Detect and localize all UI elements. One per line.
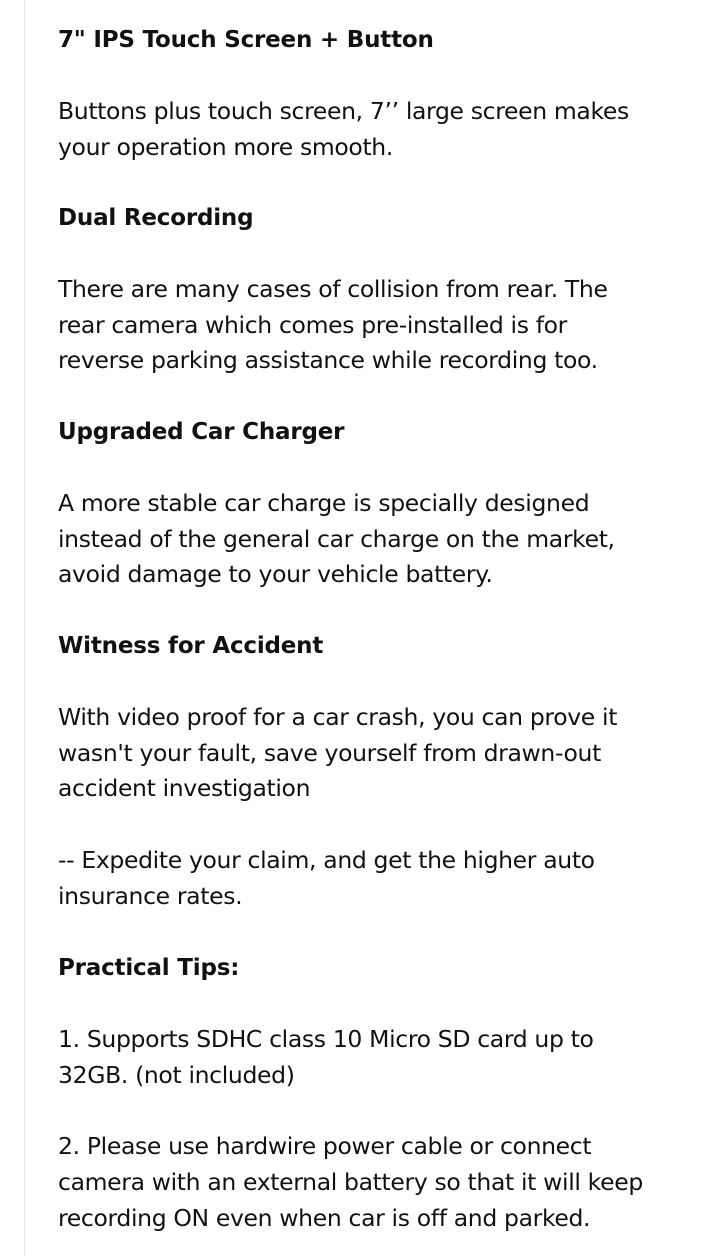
section-practical-tips bbox=[58, 950, 688, 1237]
section-heading: 7" IPS Touch Screen + Button bbox=[58, 27, 434, 53]
section-paragraph: With video proof for a car crash, you can prove it wasn't your fault, save yourself from drawn-out accident investigation bbox=[58, 703, 618, 803]
tip-item: 1. Supports SDHC class 10 Micro SD card up to 32GB. (not included) bbox=[58, 1025, 594, 1089]
section-touch-screen bbox=[58, 22, 688, 165]
section-heading: Witness for Accident bbox=[58, 633, 324, 659]
section-dual-recording bbox=[58, 200, 688, 379]
section-heading: Practical Tips: bbox=[58, 955, 240, 981]
section-car-charger bbox=[58, 414, 688, 593]
section-witness-accident bbox=[58, 628, 688, 915]
left-border-rule bbox=[24, 0, 25, 1256]
section-heading: Dual Recording bbox=[58, 205, 254, 231]
section-heading: Upgraded Car Charger bbox=[58, 419, 345, 445]
section-paragraph: Buttons plus touch screen, 7’’ large screen makes your operation more smooth. bbox=[58, 97, 629, 161]
section-paragraph: -- Expedite your claim, and get the higher auto insurance rates. bbox=[58, 846, 595, 910]
tip-item: 2. Please use hardwire power cable or connect camera with an external battery so that it will keep recording ON even when car is off and parked. bbox=[58, 1132, 643, 1232]
section-paragraph: A more stable car charge is specially designed instead of the general car charge on the market, avoid damage to your vehicle battery. bbox=[58, 489, 615, 589]
section-paragraph: There are many cases of collision from rear. The rear camera which comes pre-installed is for reverse parking assistance while recording too. bbox=[58, 275, 608, 375]
